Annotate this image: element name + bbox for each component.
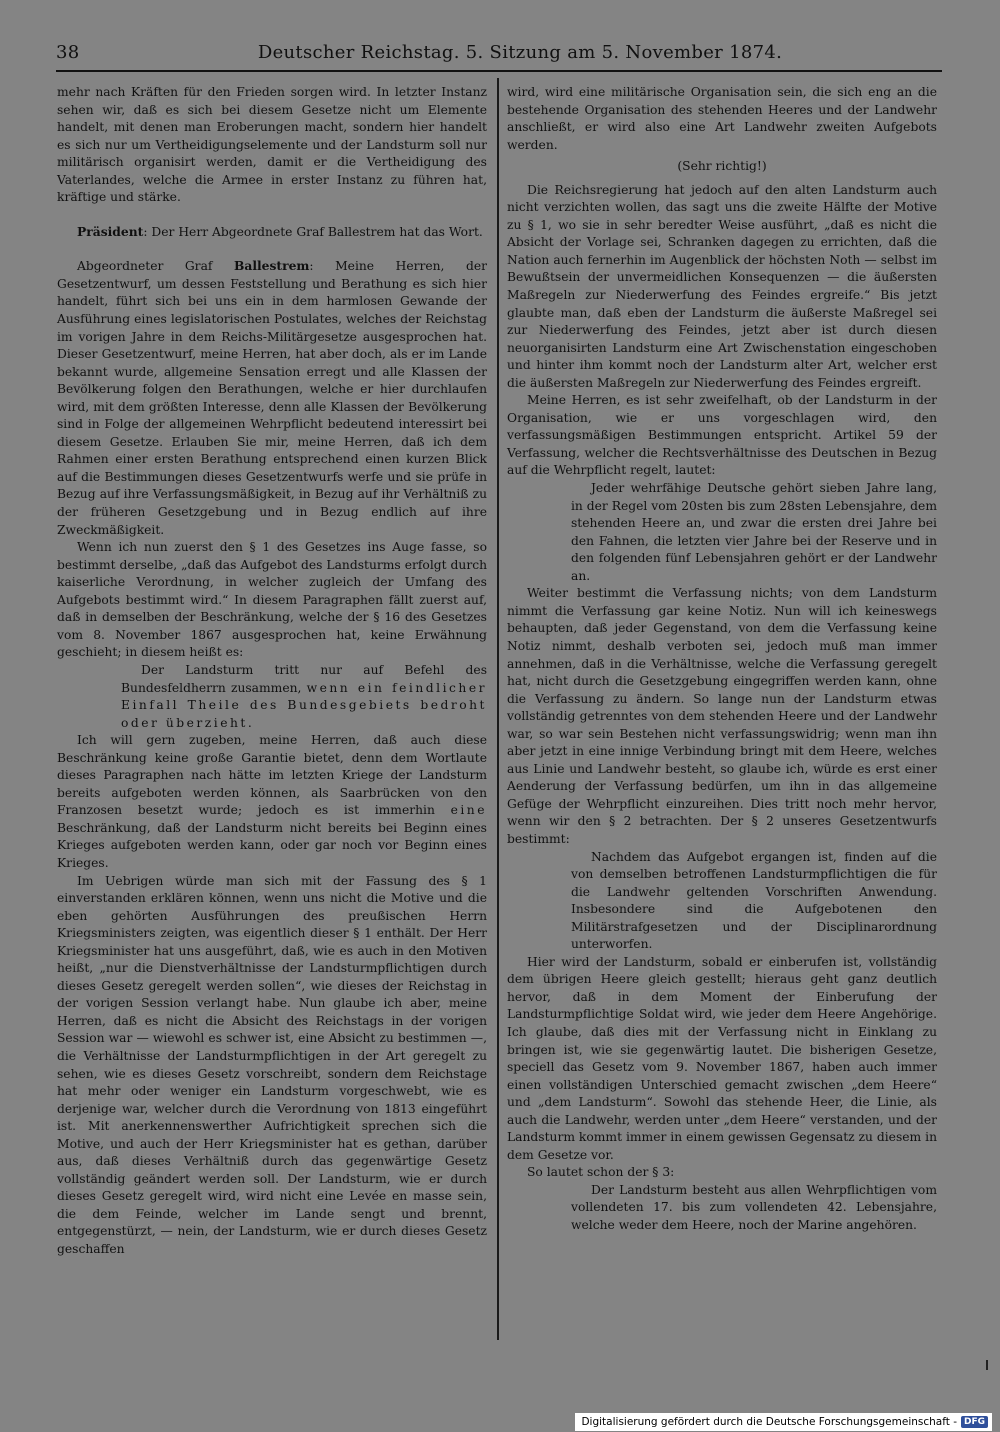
paragraph: Meine Herren, es ist sehr zweifelhaft, ob der Landsturm in der Organisation, wie er uns vorgeschlagen wird, den verfassungsmäßigen Bestimmungen entspricht. Artikel 59 der Verfassung, welcher die Rechtsverhältnisse des Deutschen in Bezug auf die Wehrpflicht regelt, lautet: [507, 393, 937, 478]
speaker-title: Abgeordneter Graf [77, 259, 234, 274]
footer-credit [575, 1413, 992, 1431]
quotation: Der Landsturm besteht aus allen Wehrpflichtigen vom vollendeten 17. bis zum vollendeten 42. Lebensjahre, welche weder dem Heere, noch der Marine angehören. [571, 1182, 937, 1232]
emphasis: eine [450, 803, 487, 818]
running-head: Deutscher Reichstag. 5. Sitzung am 5. November 1874. [257, 42, 783, 63]
paragraph-president [57, 223, 487, 242]
header-rule [56, 70, 942, 72]
quotation: Jeder wehrfähige Deutsche gehört sieben Jahre lang, in der Regel vom 20sten bis zum 28sten Lebensjahre, dem stehenden Heere an, und zwar die ersten drei Jahre bei den Fahnen, die letzten vier Jahre bei der Reserve und in den folgenden fünf Lebensjahren gehört er der Landwehr an. [571, 481, 937, 583]
paragraph: Hier wird der Landsturm, sobald er einberufen ist, vollständig dem übrigen Heere gleich gestellt; hieraus geht ganz deutlich hervor, daß in dem Moment der Einberufung der Landsturmpflichtige Soldat wird, wie jeder dem Heere Angehörige. Ich glaube, daß dies mit der Verfassung nicht in Einklang zu bringen ist, wie sie gegenwärtig lautet. Die bisherigen Gesetze, speciell das Gesetz vom 9. November 1867, haben auch immer einen vollständigen Unterschied gemacht zwischen „dem Heere“ und „dem Landsturm“. Sowohl das stehende Heer, die Linie, als auch die Landwehr, werden unter „dem Heere“ verstanden, und der Landsturm kommt immer in einem gewissen Gegensatz zu diesem in dem Gesetze vor. [507, 954, 937, 1162]
speech-text: : Meine Herren, der Gesetzentwurf, um dessen Feststellung und Berathung es sich hier handelt, führt sich bei uns ein in dem harmlosen Gewande der Ausführung eines legislatorischen Postulates, welches der Reichstag im vorigen Jahre in dem Reichs-Militärgesetze ausgesprochen hat. Dieser Gesetzentwurf, meine Herren, hat aber doch, als er im Lande bekannt wurde, allgemeine Sensation erregt und alle Klassen der Bevölkerung folgen den Berathungen, welche er hier durchlaufen wird, mit dem größten Interesse, denn alle Klassen der Bevölkerung sind in Folge der allgemeinen Wehrpflicht bedeutend interessirt bei diesem Gesetze. Erlauben Sie mir, meine Herren, daß ich dem Rahmen einer ersten Berathung entsprechend einen kurzen Blick auf die Bestimmungen dieses Gesetzentwurfs werfe und sie prüfe in Bezug auf ihre Verfassungsmäßigkeit, in Bezug auf ihr Verhältniß zu der früheren Gesetzgebung und in Bezug endlich auf ihre Zweckmäßigkeit. [57, 259, 487, 537]
column-divider [497, 78, 499, 1340]
right-column [507, 84, 937, 1235]
speaker-name: Ballestrem [233, 258, 310, 274]
speech-text: : Der Herr Abgeordnete Graf Ballestrem hat das Wort. [143, 224, 483, 239]
quote-end: . [247, 715, 252, 730]
dfg-logo: DFG [961, 1416, 988, 1428]
paragraph-text: Ich will gern zugeben, meine Herren, daß auch diese Beschränkung keine große Garantie bietet, denn dem Wortlaute dieses Paragraphen nach hätte im letzten Kriege der Landsturm bereits aufgeboten werden können, als Saarbrücken von den Franzosen besetzt wurde; jedoch es ist immerhin [57, 733, 487, 818]
paragraph-text: Beschränkung, daß der Landsturm nicht bereits bei Beginn eines Krieges aufgeboten werden kann, oder gar noch vor Beginn eines Krieges. [57, 820, 487, 870]
left-column [57, 84, 487, 1259]
speaker-name: Präsident [77, 223, 144, 239]
paragraph: Die Reichsregierung hat jedoch auf den alten Landsturm auch nicht verzichten wollen, das sagt uns die zweite Hälfte der Motive zu § 1, wo sie in sehr beredter Weise ausführt, „daß es nicht die Absicht der Vorlage sei, Schranken dagegen zu errichten, daß die Nation auch fernerhin im Augenblick der höchsten Noth — selbst im Bewußtsein der unvermeidlichen Konsequenzen — die äußersten Maßregeln zur Niederwerfung des Feindes ergreife.“ Bis jetzt glaubte man, daß eben der Landsturm die äußerste Maßregel sei zur Niederwerfung des Feindes, jetzt aber ist durch diesen neuorganisirten Landsturm eine Art Zwischenstation eingeschoben und hinter ihm kommt noch der Landsturm alter Art, welcher erst die äußersten Maßregeln zur Niederwerfung des Feindes ergreift. [507, 182, 937, 390]
paragraph: Im Uebrigen würde man sich mit der Fassung des § 1 einverstanden erklären können, wenn uns nicht die Motive und die eben gehörten Ausführungen des preußischen Herrn Kriegsministers zeigten, was eigentlich dieser § 1 enthält. Der Herr Kriegsminister hat uns ausgeführt, daß, wie es auch in den Motiven heißt, „nur die Dienstverhältnisse der Landsturmpflichtigen durch dieses Gesetz geregelt werden sollen“, wie dieses der Reichstag in der vorigen Session verlangt habe. Nun glaube ich aber, meine Herren, daß es nicht die Absicht des Reichstags in der vorigen Session war — wiewohl es schwer ist, eine Absicht zu bestimmen —, die Verhältnisse der Landsturmpflichtigen in der Art geregelt zu sehen, wie es dieses Gesetz vorschreibt, sondern dem Reichstage hat mehr oder weniger ein Landsturm vorgeschwebt, wie es derjenige war, welcher durch die Verordnung von 1813 eingeführt ist. Mit anerkennenswerther Aufrichtigkeit sprechen sich die Motive, und auch der Herr Kriegsminister hat es gethan, darüber aus, daß dieses Verhältniß durch das gegenwärtige Gesetz vollständig geändert werden soll. Der Landsturm, wie er durch dieses Gesetz geregelt wird, wird nicht eine Levée en masse sein, die dem Feinde, welcher im Lande sengt und brennt, entgegenstürzt, — nein, der Landsturm, wie er durch dieses Gesetz geschaffen [57, 873, 487, 1256]
quote-text: Der Landsturm tritt nur auf Befehl des Bundesfeldherrn zusammen, [121, 662, 487, 695]
paragraph: mehr nach Kräften für den Frieden sorgen wird. In letzter Instanz sehen wir, daß es sich bei diesem Gesetze nicht um Elemente handelt, mit denen man Eroberungen macht, sondern hier handelt es sich nur um Vertheidigungselemente und der Landsturm soll nur militärisch organisirt werden, damit er die Vertheidigung des Vaterlandes, welche die Armee in erster Instanz zu führen hat, kräftige und stärke. [57, 85, 487, 205]
paragraph-ballestrem [57, 257, 487, 539]
paragraph: Wenn ich nun zuerst den § 1 des Gesetzes ins Auge fasse, so bestimmt derselbe, „daß das Aufgebot des Landsturms erfolgt durch kaiserliche Verordnung, in welcher zugleich der Umfang des Aufgebots bestimmt wird.“ In diesem Paragraphen fällt zuerst auf, daß in demselben der Beschränkung, welche der § 16 des Gesetzes vom 8. November 1867 ausgesprochen hat, keine Erwähnung geschieht; in diesem heißt es: [57, 540, 487, 660]
quotation [121, 662, 487, 732]
quote-emphasis: wenn ein feindlicher Einfall Theile des Bundesgebiets bedroht oder überzieht [121, 680, 487, 730]
footer-text: Digitalisierung gefördert durch die Deutsche Forschungsgemeinschaft - [581, 1416, 957, 1428]
interjection: (Sehr richtig!) [677, 159, 767, 174]
paragraph [57, 732, 487, 872]
scan-mark [986, 1360, 988, 1370]
paragraph: wird, wird eine militärische Organisation sein, die sich eng an die bestehende Organisation des stehenden Heeres und der Landwehr anschließt, er wird also eine Art Landwehr zweiten Aufgebots werden. [507, 85, 937, 152]
paragraph: Weiter bestimmt die Verfassung nichts; von dem Landsturm nimmt die Verfassung gar keine Notiz. Nun will ich keineswegs behaupten, daß jeder Gegenstand, von dem die Verfassung keine Notiz nimmt, deshalb verboten sei, jedoch muß man immer annehmen, daß in die Verhältnisse, welche die Verfassung geregelt hat, nicht durch die Gesetzgebung eingegriffen werden kann, ohne die Verfassung zu ändern. So lange nun der Landsturm etwas vollständig getrenntes von dem stehenden Heere und der Landwehr war, so war sein Bestehen nicht verfassungswidrig; wenn man ihn aber jetzt in eine innige Verbindung bringt mit dem Heere, welches aus Linie und Landwehr besteht, so glaube ich, würde es erst einer Aenderung der Verfassung bedürfen, um ihn in das allgemeine Gefüge der Wehrpflicht einzureihen. Dies tritt noch mehr hervor, wenn wir den § 2 betrachten. Der § 2 unseres Gesetzentwurfs bestimmt: [507, 586, 937, 846]
paragraph: So lautet schon der § 3: [527, 1165, 675, 1180]
page-number: 38 [56, 42, 80, 63]
quotation: Nachdem das Aufgebot ergangen ist, finden auf die von demselben betroffenen Landsturmpflichtigen die für die Landwehr geltenden Vorschriften Anwendung. Insbesondere sind die Aufgebotenen den Militärstrafgesetzen und der Disciplinarordnung unterworfen. [571, 849, 937, 952]
page-header [56, 38, 944, 68]
